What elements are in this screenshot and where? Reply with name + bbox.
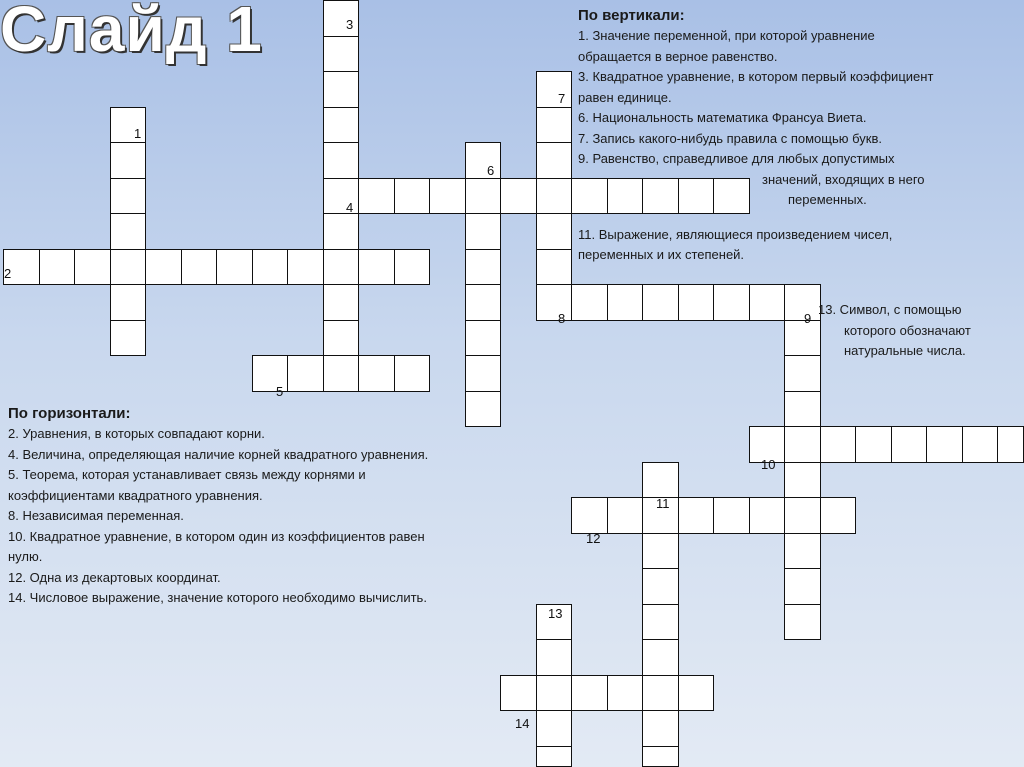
crossword-cell[interactable] bbox=[465, 355, 502, 392]
crossword-cell[interactable] bbox=[110, 249, 147, 286]
crossword-cell[interactable] bbox=[110, 142, 147, 179]
crossword-cell[interactable] bbox=[323, 107, 360, 144]
crossword-cell[interactable] bbox=[536, 746, 573, 767]
crossword-cell[interactable] bbox=[642, 604, 679, 641]
crossword-cell[interactable] bbox=[678, 284, 715, 321]
vertical-clues bbox=[578, 6, 1024, 266]
crossword-cell[interactable] bbox=[642, 746, 679, 767]
crossword-cell[interactable] bbox=[642, 710, 679, 747]
crossword-cell[interactable] bbox=[820, 426, 857, 463]
crossword-cell[interactable] bbox=[465, 320, 502, 357]
crossword-cell[interactable] bbox=[74, 249, 111, 286]
crossword-cell[interactable] bbox=[465, 213, 502, 250]
clue-number-label: 10 bbox=[761, 457, 776, 472]
crossword-cell[interactable] bbox=[465, 142, 502, 179]
clue-h5: 5. Теорема, которая устанавливает связь между корнями и bbox=[8, 467, 366, 482]
clue-v13-cont: которого обозначают bbox=[844, 322, 971, 338]
clue-number-label: 6 bbox=[487, 163, 495, 178]
crossword-cell[interactable] bbox=[926, 426, 963, 463]
crossword-cell[interactable] bbox=[784, 533, 821, 570]
crossword-cell[interactable] bbox=[536, 107, 573, 144]
clue-v1-cont: обращается в верное равенство. bbox=[578, 48, 778, 64]
crossword-cell[interactable] bbox=[713, 497, 750, 534]
crossword-cell[interactable] bbox=[536, 142, 573, 179]
crossword-cell[interactable] bbox=[642, 462, 679, 499]
crossword-cell[interactable] bbox=[252, 249, 289, 286]
clue-h4: 4. Величина, определяющая наличие корней квадратного уравнения. bbox=[8, 446, 429, 462]
crossword-cell[interactable] bbox=[536, 675, 573, 712]
crossword-cell[interactable] bbox=[855, 426, 892, 463]
crossword-cell[interactable] bbox=[465, 284, 502, 321]
clue-v11: 11. Выражение, являющиеся произведением чисел, bbox=[578, 226, 893, 242]
clue-v9: 9. Равенство, справедливое для любых допустимых bbox=[578, 151, 895, 166]
crossword-cell[interactable] bbox=[571, 284, 608, 321]
crossword-cell[interactable] bbox=[358, 178, 395, 215]
crossword-cell[interactable] bbox=[784, 391, 821, 428]
crossword-cell[interactable] bbox=[997, 426, 1024, 463]
clue-number-label: 9 bbox=[804, 311, 812, 326]
clue-number-label: 8 bbox=[558, 311, 566, 326]
crossword-cell[interactable] bbox=[642, 639, 679, 676]
clue-number-label: 4 bbox=[346, 200, 354, 215]
clue-number-label: 3 bbox=[346, 17, 354, 32]
crossword-cell[interactable] bbox=[962, 426, 999, 463]
crossword-cell[interactable] bbox=[642, 568, 679, 605]
clue-v9-cont: значений, входящих в него bbox=[762, 171, 925, 187]
crossword-cell[interactable] bbox=[784, 497, 821, 534]
crossword-cell[interactable] bbox=[323, 213, 360, 250]
clue-h10: 10. Квадратное уравнение, в котором один из коэффициентов равен bbox=[8, 528, 425, 544]
crossword-cell[interactable] bbox=[749, 284, 786, 321]
slide-title: Слайд 1 bbox=[0, 0, 263, 65]
crossword-cell[interactable] bbox=[465, 178, 502, 215]
crossword-cell[interactable] bbox=[323, 249, 360, 286]
crossword-cell[interactable] bbox=[607, 497, 644, 534]
crossword-cell[interactable] bbox=[394, 355, 431, 392]
crossword-cell[interactable] bbox=[500, 178, 537, 215]
crossword-cell[interactable] bbox=[713, 284, 750, 321]
clue-h12: 12. Одна из декартовых координат. bbox=[8, 569, 221, 585]
vertical-clue-13 bbox=[818, 300, 1024, 362]
crossword-cell[interactable] bbox=[110, 213, 147, 250]
crossword-cell[interactable] bbox=[784, 568, 821, 605]
clue-v3-cont: равен единице. bbox=[578, 89, 672, 105]
crossword-cell[interactable] bbox=[287, 249, 324, 286]
crossword-cell[interactable] bbox=[323, 71, 360, 108]
crossword-cell[interactable] bbox=[110, 284, 147, 321]
clue-v9-cont2: переменных. bbox=[788, 192, 867, 207]
crossword-cell[interactable] bbox=[607, 675, 644, 712]
crossword-cell[interactable] bbox=[642, 675, 679, 712]
crossword-cell[interactable] bbox=[429, 178, 466, 215]
crossword-cell[interactable] bbox=[323, 142, 360, 179]
clue-h2: 2. Уравнения, в которых совпадают корни. bbox=[8, 426, 265, 441]
clue-number-label: 7 bbox=[558, 91, 566, 106]
clue-h14: 14. Числовое выражение, значение которого необходимо вычислить. bbox=[8, 590, 427, 605]
clue-v11-cont: переменных и их степеней. bbox=[578, 247, 745, 262]
crossword-cell[interactable] bbox=[323, 36, 360, 73]
crossword-cell[interactable] bbox=[891, 426, 928, 463]
crossword-cell[interactable] bbox=[607, 284, 644, 321]
crossword-cell[interactable] bbox=[145, 249, 182, 286]
crossword-cell[interactable] bbox=[323, 178, 360, 215]
crossword-cell[interactable] bbox=[323, 0, 360, 37]
clue-v13-cont2: натуральные числа. bbox=[844, 343, 966, 358]
clue-h10-cont: нулю. bbox=[8, 549, 43, 564]
clue-number-label: 13 bbox=[548, 606, 563, 621]
crossword-cell[interactable] bbox=[820, 497, 857, 534]
crossword-cell[interactable] bbox=[784, 284, 821, 321]
clue-number-label: 1 bbox=[134, 126, 142, 141]
crossword-cell[interactable] bbox=[536, 284, 573, 321]
crossword-cell[interactable] bbox=[500, 675, 537, 712]
crossword-cell[interactable] bbox=[323, 320, 360, 357]
crossword-cell[interactable] bbox=[678, 497, 715, 534]
crossword-cell[interactable] bbox=[536, 710, 573, 747]
crossword-cell[interactable] bbox=[323, 355, 360, 392]
crossword-cell[interactable] bbox=[536, 71, 573, 108]
crossword-cell[interactable] bbox=[784, 604, 821, 641]
crossword-cell[interactable] bbox=[323, 284, 360, 321]
horizontal-clues bbox=[8, 404, 528, 609]
crossword-cell[interactable] bbox=[536, 213, 573, 250]
clue-number-label: 5 bbox=[276, 384, 284, 399]
crossword-cell[interactable] bbox=[110, 320, 147, 357]
crossword-cell[interactable] bbox=[110, 178, 147, 215]
crossword-cell[interactable] bbox=[642, 284, 679, 321]
vertical-heading: По вертикали: bbox=[578, 7, 685, 24]
crossword-cell[interactable] bbox=[181, 249, 218, 286]
crossword-cell[interactable] bbox=[784, 426, 821, 463]
crossword-cell[interactable] bbox=[358, 355, 395, 392]
clue-number-label: 12 bbox=[586, 531, 601, 546]
clue-number-label: 2 bbox=[4, 266, 12, 281]
crossword-cell[interactable] bbox=[571, 497, 608, 534]
clue-v1: 1. Значение переменной, при которой уравнение bbox=[578, 28, 875, 43]
crossword-cell[interactable] bbox=[571, 675, 608, 712]
crossword-cell[interactable] bbox=[642, 533, 679, 570]
clue-v7: 7. Запись какого-нибудь правила с помощью букв. bbox=[578, 130, 882, 146]
crossword-cell[interactable] bbox=[394, 178, 431, 215]
clue-h8: 8. Независимая переменная. bbox=[8, 508, 184, 523]
clue-v13: 13. Символ, с помощью bbox=[818, 302, 962, 317]
clue-v3: 3. Квадратное уравнение, в котором первый коэффициент bbox=[578, 69, 934, 84]
crossword-cell[interactable] bbox=[465, 249, 502, 286]
crossword-cell[interactable] bbox=[536, 249, 573, 286]
clue-number-label: 11 bbox=[656, 496, 670, 511]
crossword-cell[interactable] bbox=[784, 462, 821, 499]
crossword-cell[interactable] bbox=[536, 178, 573, 215]
crossword-cell[interactable] bbox=[39, 249, 76, 286]
crossword-cell[interactable] bbox=[216, 249, 253, 286]
crossword-cell[interactable] bbox=[749, 497, 786, 534]
clue-h5-cont: коэффициентами квадратного уравнения. bbox=[8, 487, 263, 503]
crossword-cell[interactable] bbox=[287, 355, 324, 392]
crossword-cell[interactable] bbox=[394, 249, 431, 286]
clue-v6: 6. Национальность математика Франсуа Виета. bbox=[578, 110, 867, 125]
crossword-cell[interactable] bbox=[358, 249, 395, 286]
crossword-cell[interactable] bbox=[536, 639, 573, 676]
crossword-cell[interactable] bbox=[784, 320, 821, 357]
clue-number-label: 14 bbox=[515, 716, 530, 731]
horizontal-heading: По горизонтали: bbox=[8, 405, 131, 422]
crossword-cell[interactable] bbox=[784, 355, 821, 392]
crossword-cell[interactable] bbox=[678, 675, 715, 712]
